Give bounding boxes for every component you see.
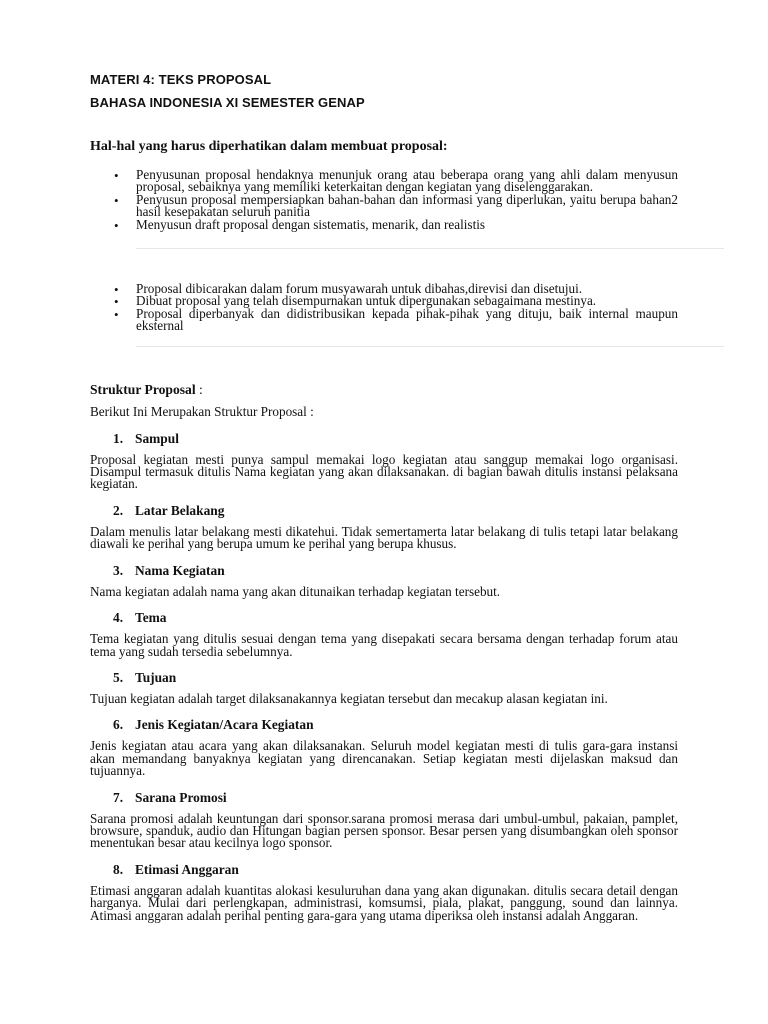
- item-heading: 5. Tujuan: [113, 669, 177, 685]
- structure-items: [90, 431, 678, 922]
- item-text: Tujuan kegiatan adalah target dilaksanakannya kegiatan tersebut dan mecakup alasan kegiatan ini.: [90, 690, 608, 706]
- list-item: • Dibuat proposal yang telah disempurnakan untuk dipergunakan sebagaimana mestinya.: [114, 293, 597, 310]
- item-heading: 4. Tema: [113, 610, 167, 626]
- item-text: Sarana promosi adalah keuntungan dari sponsor.sarana promosi merasa dari umbul-umbul, pakaian, pamplet, browsure, spanduk, audio dan Hitungan bagian persen sponsor. Besar persen yang disumbangkan oleh sponsor menentukan besar atau kecilnya logo sponsor.: [90, 810, 678, 851]
- structure-item-tema: [90, 610, 678, 658]
- bullet-icon: •: [114, 217, 119, 233]
- item-heading: 6. Jenis Kegiatan/Acara Kegiatan: [113, 717, 314, 733]
- considerations-list-1: [90, 169, 678, 231]
- structure-item-nama-kegiatan: [90, 563, 678, 598]
- structure-item-tujuan: [90, 670, 678, 705]
- bullet-icon: •: [114, 294, 119, 310]
- structure-item-sampul: [90, 431, 678, 491]
- list-item: • Menyusun draft proposal dengan sistematis, menarik, dan realistis: [114, 216, 486, 233]
- bullet-icon: •: [114, 192, 119, 208]
- item-text: Nama kegiatan adalah nama yang akan ditunaikan terhadap kegiatan tersebut.: [90, 583, 501, 599]
- document-title: MATERI 4: TEKS PROPOSAL: [90, 72, 272, 87]
- considerations-heading: Hal-hal yang harus diperhatikan dalam membuat proposal:: [90, 139, 448, 154]
- item-text: Etimasi anggaran adalah kuantitas alokasi kesuluruhan dana yang akan digunakan. ditulis secara detail dengan harganya. Mulai dari perlengkapan, administrasi, komsumsi, piala, plakat, panggung, sound dan lainnya. Atimasi anggaran adalah perihal penting gara-gara yang utama diperiksa oleh instansi adalah Anggaran.: [90, 882, 678, 923]
- structure-intro: Berikut Ini Merupakan Struktur Proposal :: [90, 403, 314, 419]
- list-item: • Proposal dibicarakan dalam forum musyawarah untuk dibahas,direvisi dan disetujui.: [114, 281, 583, 298]
- item-text: Proposal kegiatan mesti punya sampul memakai logo kegiatan atau sanggup memakai logo organisasi. Disampul termasuk ditulis Nama kegiatan yang akan dilaksanakan. di bagian bawah ditulis instansi pelaksana kegiatan.: [90, 451, 678, 492]
- divider: [136, 346, 724, 347]
- structure-item-jenis-kegiatan: [90, 717, 678, 777]
- list-item: • Penyusunan proposal hendaknya menunjuk orang atau beberapa orang yang ahli dalam menyusun proposal, sebaiknya yang memiliki keterkaitan dengan kegiatan yang diselenggarakan.: [114, 167, 678, 195]
- item-heading: 7. Sarana Promosi: [113, 789, 227, 805]
- list-item: • Penyusun proposal mempersiapkan bahan-bahan dan informasi yang diperlukan, yaitu berupa bahan2 hasil kesepakatan seluruh panitia: [114, 191, 678, 220]
- structure-item-etimasi-anggaran: [90, 862, 678, 922]
- considerations-list-2: [90, 283, 678, 333]
- bullet-icon: •: [114, 168, 119, 183]
- item-heading: 1. Sampul: [113, 430, 179, 446]
- item-heading: 2. Latar Belakang: [113, 502, 225, 518]
- structure-heading: Struktur Proposal :: [90, 381, 203, 397]
- item-text: Tema kegiatan yang ditulis sesuai dengan tema yang disepakati secara bersama dengan terhadap forum atau tema yang sudah tersedia sebelumnya.: [90, 631, 678, 659]
- document-subtitle: BAHASA INDONESIA XI SEMESTER GENAP: [90, 95, 365, 110]
- item-heading: 8. Etimasi Anggaran: [113, 861, 239, 877]
- bullet-icon: •: [114, 306, 119, 322]
- structure-item-latar-belakang: [90, 503, 678, 551]
- bullet-icon: •: [114, 282, 119, 298]
- item-heading: 3. Nama Kegiatan: [113, 562, 225, 578]
- divider: [136, 248, 724, 249]
- structure-item-sarana-promosi: [90, 790, 678, 850]
- item-text: Dalam menulis latar belakang mesti dikatehui. Tidak semertamerta latar belakang di tulis tetapi latar belakang diawali ke perihal yang berupa umum ke perihal yang berupa khusus.: [90, 523, 678, 552]
- item-text: Jenis kegiatan atau acara yang akan dilaksanakan. Seluruh model kegiatan mesti di tulis gara-gara instansi akan memandang banyaknya kegiatan yang direncanakan. Setiap kegiatan mesti dijelaskan maksud dan tujuannya.: [90, 738, 678, 779]
- list-item: • Proposal diperbanyak dan didistribusikan kepada pihak-pihak yang dituju, baik internal maupun eksternal: [114, 305, 678, 334]
